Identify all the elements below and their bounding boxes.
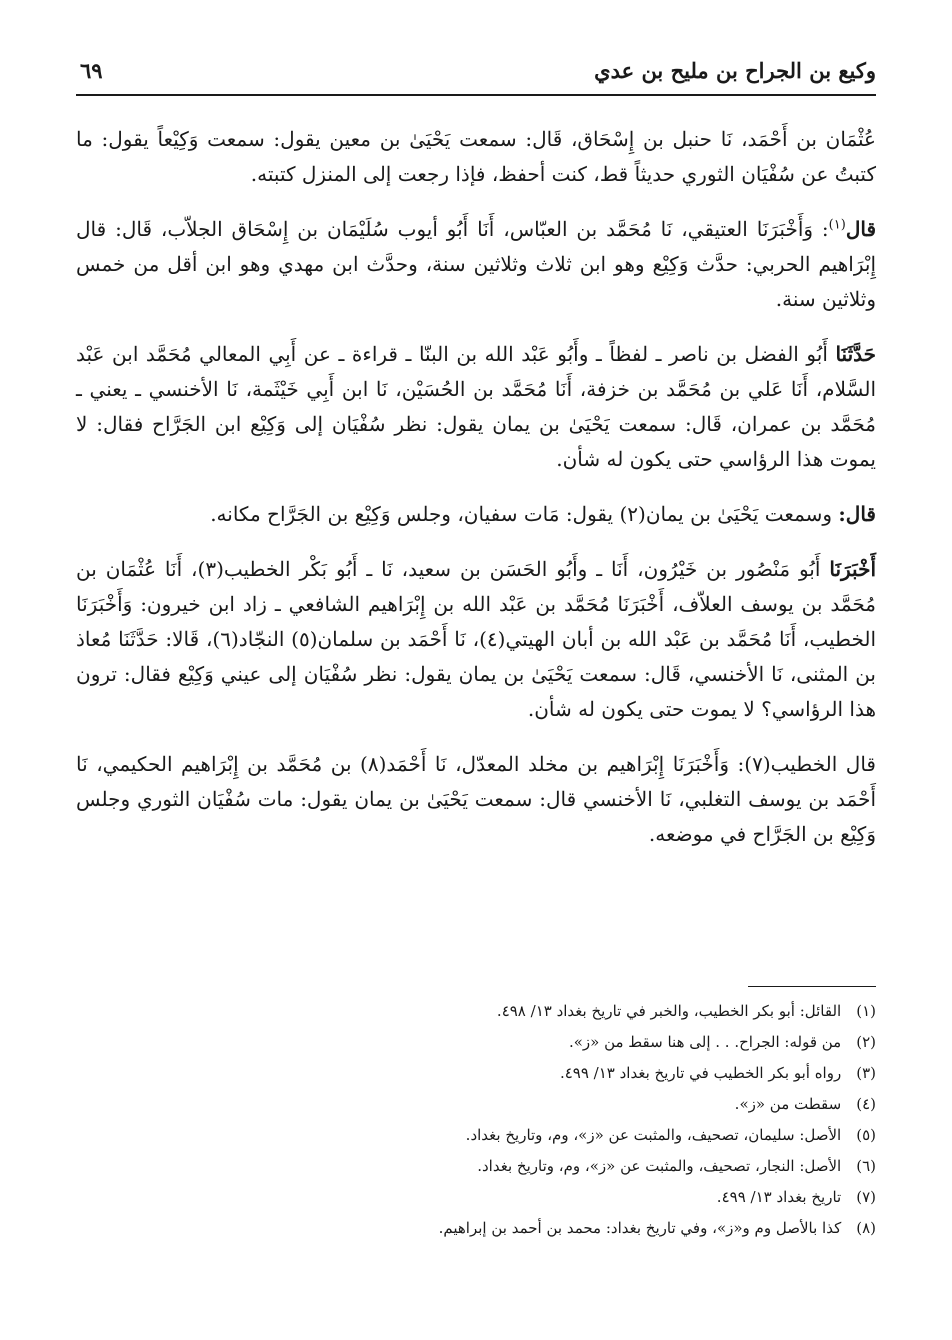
footnote-item [76, 1120, 876, 1151]
footnotes [76, 996, 876, 1244]
paragraph-lead: قال: [838, 502, 876, 526]
footnote-number: (٤) [856, 1095, 876, 1113]
footnote-text: القائل: أبو بكر الخطيب، والخبر في تاريخ بغداد ١٣/ ٤٩٨. [496, 1002, 842, 1020]
paragraph-text: وسمعت يَحْيَىٰ بن يمان(٢) يقول: مَات سفيان، وجلس وَكِيْع بن الجَرَّاح مكانه. [210, 502, 839, 526]
paragraph-lead: حَدَّثَنَا [835, 342, 876, 366]
paragraph-text: أَبُو الفضل بن ناصر ـ لفظاً ـ وأَبُو عَبْد الله بن البنّا ـ قراءة ـ عن أَبِي المعالي مُحَمَّد ابن عَبْد السَّلام، أَنَا عَلي بن مُحَمَّد بن خزفة، أَنَا مُحَمَّد بن الحُسَيْن، نَا ابن أَبِي خَيْثَمة، نَا الأخنسي ـ يعني ـ مُحَمَّد بن عمران، قَال: سمعت يَحْيَىٰ بن يمان يقول: نظر سُفْيَان إلى وَكِيْع ابن الجَرَّاح فقال: لا يموت هذا الرؤاسي حتى يكون له شأن. [76, 342, 876, 471]
paragraph-lead: قال [845, 217, 876, 241]
paragraph-text: أَبُو مَنْصُور بن خَيْرُون، أَنَا ـ وأَبُو الحَسَن بن سعيد، نَا ـ أَبُو بَكْر الخطيب(٣)، أَنَا عُثْمَان بن مُحَمَّد بن يوسف العلاّف، أَخْبَرَنَا مُحَمَّد بن عَبْد الله بن إِبْرَاهيم الشافعي ـ زاد ابن خيرون: وَأَخْبَرَنَا الخطيب، أَنَا مُحَمَّد بن عَبْد الله بن أبان الهيتي(٤)، نَا أَحْمَد بن سلمان(٥) النجّاد(٦)، قَالا: حَدَّثَنَا مُعاذ بن المثنى، نَا الأخنسي، قَال: سمعت يَحْيَىٰ بن يمان يقول: نظر سُفْيَان إلى عيني وَكِيْع فقال: ترون هذا الرؤاسي؟ لا يموت حتى يكون له شأن. [76, 557, 877, 721]
footnote-item [76, 1213, 876, 1244]
footnote-text: كذا بالأصل وم و«ز»، وفي تاريخ بغداد: محمد بن أحمد بن إبراهيم. [438, 1219, 842, 1237]
paragraph-lead: أَخْبَرَنَا [829, 557, 876, 581]
paragraph-text: عُثْمَان بن أَحْمَد، نَا حنبل بن إِسْحَاق، قَال: سمعت يَحْيَىٰ بن معين يقول: سمعت وَكِيْعاً يقول: ما كتبتُ عن سُفْيَان الثوري حديثاً قط، كنت أحفظ، فإذا رجعت إلى المنزل كتبته. [76, 127, 876, 186]
footnote-text: الأصل: سليمان، تصحيف، والمثبت عن «ز»، وم، وتاريخ بغداد. [465, 1126, 842, 1144]
footnote-text: سقطت من «ز». [734, 1095, 842, 1113]
paragraph-4 [76, 497, 876, 532]
footnote-reference: (١) [828, 217, 846, 233]
paragraph-1 [76, 122, 876, 192]
footnote-number: (٨) [856, 1219, 876, 1237]
footnote-item [76, 1027, 876, 1058]
page-header [76, 54, 876, 96]
footnote-item [76, 996, 876, 1027]
footnote-item [76, 1151, 876, 1182]
footnote-item [76, 1089, 876, 1120]
paragraph-text: قال الخطيب(٧): وَأَخْبَرَنَا إِبْرَاهيم بن مخلد المعدّل، نَا أَحْمَد(٨) بن مُحَمَّد بن إِبْرَاهيم الحكيمي، نَا أَحْمَد بن يوسف التغلبي، نَا الأخنسي قال: سمعت يَحْيَىٰ بن يمان يقول: مات سُفْيَان الثوري وجلس وَكِيْع بن الجَرَّاح في موضعه. [76, 752, 876, 846]
footnote-text: الأصل: النجار، تصحيف، والمثبت عن «ز»، وم، وتاريخ بغداد. [477, 1157, 842, 1175]
paragraph-2 [76, 212, 876, 317]
footnote-item [76, 1058, 876, 1089]
footnote-number: (٧) [856, 1188, 876, 1206]
footnote-divider [748, 986, 876, 987]
footnote-number: (٥) [856, 1126, 876, 1144]
footnote-number: (٣) [856, 1064, 876, 1082]
paragraph-6 [76, 747, 876, 852]
footnote-text: تاريخ بغداد ١٣/ ٤٩٩. [716, 1188, 842, 1206]
main-text [76, 122, 876, 872]
footnote-text: رواه أبو بكر الخطيب في تاريخ بغداد ١٣/ ٤٩٩. [559, 1064, 842, 1082]
paragraph-3 [76, 337, 876, 477]
footnote-number: (٦) [856, 1157, 876, 1175]
paragraph-text: : وَأَخْبَرَنَا العتيقي، نَا مُحَمَّد بن العبّاس، أَنَا أَبُو أيوب سُلَيْمَان بن إِسْحَاق الجلاّب، قَال: قال إِبْرَاهيم الحربي: حدَّث وَكِيْع وهو ابن ثلاث وثلاثين سنة، وحدَّث ابن مهدي وهو ابن أقل من خمس وثلاثين سنة. [76, 217, 876, 311]
footnote-item [76, 1182, 876, 1213]
running-title: وكيع بن الجراح بن مليح بن عدي [594, 58, 876, 83]
footnote-number: (١) [856, 1002, 876, 1020]
page-number: ٦٩ [80, 58, 103, 83]
footnote-text: من قوله: الجراح. . . إلى هنا سقط من «ز». [568, 1033, 842, 1051]
paragraph-5 [76, 552, 876, 727]
footnote-number: (٢) [856, 1033, 876, 1051]
